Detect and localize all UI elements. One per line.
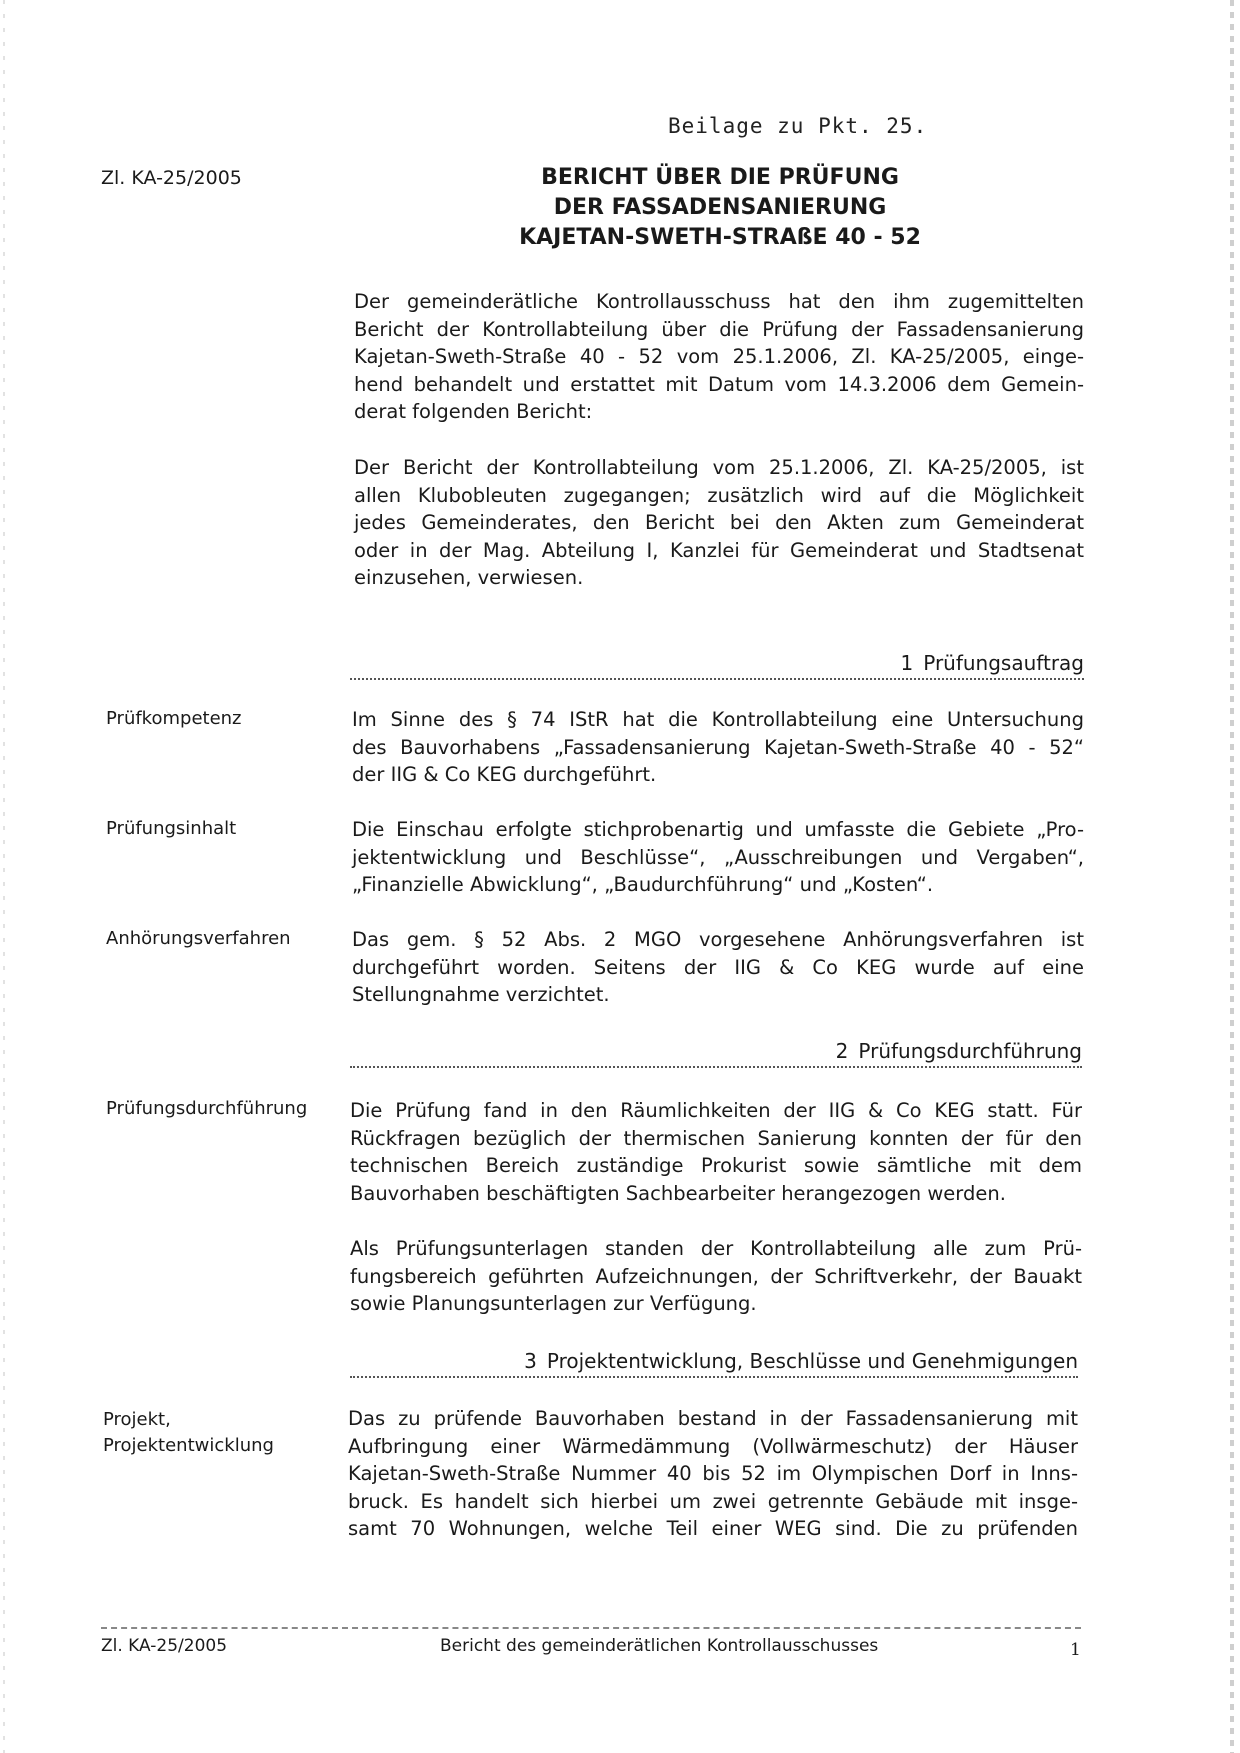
section-heading-2 — [350, 1039, 1082, 1068]
section-heading-3 — [350, 1349, 1078, 1378]
pruefungsinhalt-paragraph — [352, 816, 1084, 899]
text-line: technischen Bereich zuständige Prokurist sowie sämtliche mit dem — [350, 1154, 1082, 1177]
text-line: einzusehen, verwiesen. — [354, 566, 584, 589]
footer-rule — [101, 1627, 1081, 1629]
pruefkompetenz-paragraph — [352, 706, 1084, 789]
text-line: Bericht der Kontrollabteilung über die Prüfung der Fassadensanierung — [354, 317, 1084, 341]
section-heading-1 — [350, 651, 1084, 680]
margin-label-projekt — [103, 1407, 274, 1459]
text-line: Das gem. § 52 Abs. 2 MGO vorgesehene Anhörungsverfahren ist — [352, 928, 1084, 951]
section-number: 1 — [900, 651, 914, 675]
report-title — [420, 163, 1020, 253]
section-title: Prüfungsdurchführung — [858, 1039, 1082, 1063]
footer-title: Bericht des gemeinderätlichen Kontrollausschusses — [440, 1636, 879, 1656]
pruefungsdurchfuehrung-paragraph-1 — [350, 1097, 1082, 1207]
section-title: Projektentwicklung, Beschlüsse und Genehmigungen — [546, 1349, 1078, 1373]
title-line-2: DER FASSADENSANIERUNG — [553, 195, 887, 220]
text-line: des Bauvorhabens „Fassadensanierung Kajetan-Sweth-Straße 40 - 52“ — [352, 735, 1084, 759]
text-line: Die Prüfung fand in den Räumlichkeiten der IIG & Co KEG statt. Für — [350, 1099, 1082, 1122]
scan-edge-right — [1230, 0, 1234, 1753]
text-line: jektentwicklung und Beschlüsse“, „Ausschreibungen und Vergaben“, — [352, 845, 1084, 869]
title-line-1: BERICHT ÜBER DIE PRÜFUNG — [541, 165, 899, 190]
intro-paragraph-1 — [354, 288, 1084, 426]
margin-label-pruefungsinhalt: Prüfungsinhalt — [106, 818, 237, 839]
projekt-paragraph — [348, 1405, 1078, 1543]
text-line: Der gemeinderätliche Kontrollausschuss hat den ihm zugemittelten — [354, 290, 1084, 313]
margin-label-anhoerungsverfahren: Anhörungsverfahren — [106, 928, 291, 949]
text-line: durchgeführt worden. Seitens der IIG & Co KEG wurde auf eine — [352, 955, 1084, 979]
margin-label-line: Projektentwicklung — [103, 1435, 274, 1456]
file-number: Zl. KA-25/2005 — [101, 167, 242, 189]
text-line: Kajetan-Sweth-Straße 40 - 52 vom 25.1.2006, Zl. KA-25/2005, einge- — [354, 345, 1084, 368]
margin-label-pruefkompetenz: Prüfkompetenz — [106, 708, 242, 729]
text-line: samt 70 Wohnungen, welche Teil einer WEG sind. Die zu prüfenden — [348, 1517, 1078, 1540]
scan-edge-left — [3, 0, 5, 1753]
section-number: 2 — [835, 1039, 849, 1063]
text-line: Im Sinne des § 74 IStR hat die Kontrollabteilung eine Untersuchung — [352, 708, 1084, 731]
text-line: fungsbereich geführten Aufzeichnungen, der Schriftverkehr, der Bauakt — [350, 1264, 1082, 1288]
intro-paragraph-2 — [354, 454, 1084, 592]
margin-label-pruefungsdurchfuehrung: Prüfungsdurchführung — [106, 1098, 308, 1119]
footer-file-number: Zl. KA-25/2005 — [101, 1636, 228, 1656]
page-number: 1 — [1070, 1640, 1081, 1660]
text-line: oder in der Mag. Abteilung I, Kanzlei für Gemeinderat und Stadtsenat — [354, 538, 1084, 562]
title-line-3: KAJETAN-SWETH-STRAßE 40 - 52 — [519, 225, 921, 250]
text-line: Die Einschau erfolgte stichprobenartig und umfasste die Gebiete „Pro- — [352, 818, 1084, 841]
anhoerungsverfahren-paragraph — [352, 926, 1084, 1009]
text-line: bruck. Es handelt sich hierbei um zwei getrennte Gebäude mit insge- — [348, 1489, 1078, 1513]
text-line: Aufbringung einer Wärmedämmung (Vollwärmeschutz) der Häuser — [348, 1434, 1078, 1458]
text-line: Bauvorhaben beschäftigten Sachbearbeiter herangezogen werden. — [350, 1181, 1006, 1205]
attachment-stamp: Beilage zu Pkt. 25. — [668, 114, 928, 138]
text-line: jedes Gemeinderates, den Bericht bei den Akten zum Gemeinderat — [354, 511, 1084, 534]
text-line: Stellungnahme verzichtet. — [352, 983, 610, 1006]
text-line: Das zu prüfende Bauvorhaben bestand in der Fassadensanierung mit — [348, 1407, 1078, 1430]
margin-label-line: Projekt, — [103, 1409, 171, 1430]
text-line: „Finanzielle Abwicklung“, „Baudurchführung“ und „Kosten“. — [352, 873, 934, 896]
pruefungsdurchfuehrung-paragraph-2 — [350, 1235, 1082, 1318]
text-line: Rückfragen bezüglich der thermischen Sanierung konnten der für den — [350, 1126, 1082, 1150]
text-line: hend behandelt und erstattet mit Datum vom 14.3.2006 dem Gemein- — [354, 372, 1084, 396]
text-line: allen Klubobleuten zugegangen; zusätzlich wird auf die Möglichkeit — [354, 483, 1084, 507]
text-line: der IIG & Co KEG durchgeführt. — [352, 763, 657, 786]
text-line: Als Prüfungsunterlagen standen der Kontrollabteilung alle zum Prü- — [350, 1237, 1082, 1260]
text-line: Der Bericht der Kontrollabteilung vom 25.1.2006, Zl. KA-25/2005, ist — [354, 456, 1084, 479]
section-title: Prüfungsauftrag — [923, 651, 1084, 675]
text-line: derat folgenden Bericht: — [354, 400, 593, 423]
text-line: sowie Planungsunterlagen zur Verfügung. — [350, 1292, 757, 1315]
section-number: 3 — [524, 1349, 537, 1373]
text-line: Kajetan-Sweth-Straße Nummer 40 bis 52 im Olympischen Dorf in Inns- — [348, 1462, 1078, 1485]
